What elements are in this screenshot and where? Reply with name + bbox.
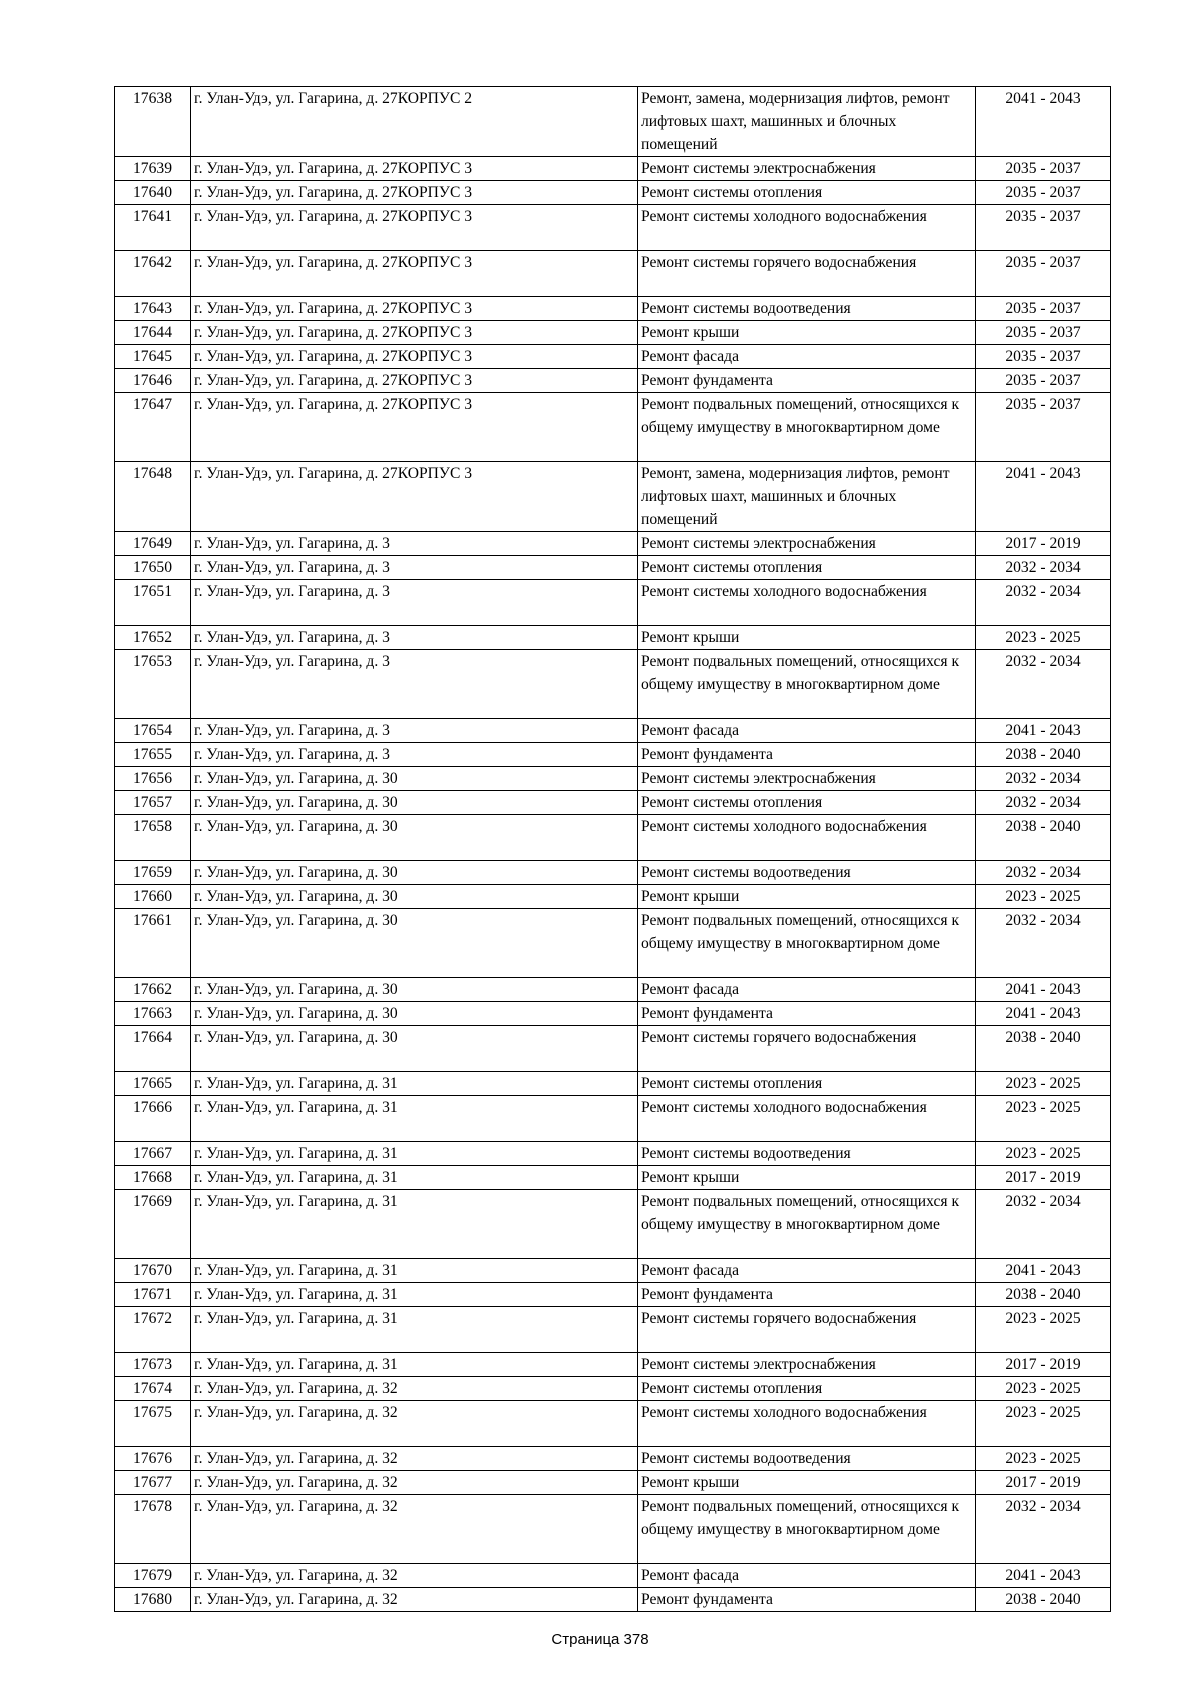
table-row (115, 1259, 1111, 1283)
row-number-cell: 17680 (115, 1588, 191, 1612)
work-type-cell: Ремонт крыши (638, 321, 976, 345)
period-cell: 2023 - 2025 (976, 1307, 1111, 1353)
address-cell: г. Улан-Удэ, ул. Гагарина, д. 27КОРПУС 3 (191, 369, 638, 393)
row-number-cell: 17664 (115, 1026, 191, 1072)
table-row (115, 462, 1111, 532)
work-type-cell: Ремонт системы отопления (638, 1377, 976, 1401)
period-cell: 2032 - 2034 (976, 861, 1111, 885)
address-cell: г. Улан-Удэ, ул. Гагарина, д. 30 (191, 885, 638, 909)
period-cell: 2023 - 2025 (976, 1096, 1111, 1142)
row-number-cell: 17640 (115, 181, 191, 205)
work-type-cell: Ремонт системы электроснабжения (638, 532, 976, 556)
work-type-cell: Ремонт системы отопления (638, 791, 976, 815)
period-cell: 2035 - 2037 (976, 345, 1111, 369)
period-cell: 2041 - 2043 (976, 87, 1111, 157)
address-cell: г. Улан-Удэ, ул. Гагарина, д. 32 (191, 1564, 638, 1588)
table-row (115, 1026, 1111, 1072)
table-row (115, 297, 1111, 321)
work-type-cell: Ремонт фасада (638, 978, 976, 1002)
work-type-cell: Ремонт системы водоотведения (638, 861, 976, 885)
row-number-cell: 17644 (115, 321, 191, 345)
address-cell: г. Улан-Удэ, ул. Гагарина, д. 27КОРПУС 3 (191, 345, 638, 369)
work-type-cell: Ремонт системы холодного водоснабжения (638, 205, 976, 251)
row-number-cell: 17658 (115, 815, 191, 861)
row-number-cell: 17657 (115, 791, 191, 815)
period-cell: 2035 - 2037 (976, 251, 1111, 297)
table-row (115, 1377, 1111, 1401)
address-cell: г. Улан-Удэ, ул. Гагарина, д. 27КОРПУС 3 (191, 205, 638, 251)
period-cell: 2038 - 2040 (976, 743, 1111, 767)
table-row (115, 1495, 1111, 1564)
work-type-cell: Ремонт крыши (638, 1166, 976, 1190)
address-cell: г. Улан-Удэ, ул. Гагарина, д. 30 (191, 909, 638, 978)
table-row (115, 791, 1111, 815)
work-type-cell: Ремонт системы водоотведения (638, 1142, 976, 1166)
period-cell: 2035 - 2037 (976, 205, 1111, 251)
table-row (115, 885, 1111, 909)
table-row (115, 719, 1111, 743)
row-number-cell: 17661 (115, 909, 191, 978)
table-row (115, 556, 1111, 580)
work-type-cell: Ремонт системы электроснабжения (638, 1353, 976, 1377)
work-type-cell: Ремонт фундамента (638, 1588, 976, 1612)
period-cell: 2041 - 2043 (976, 719, 1111, 743)
period-cell: 2023 - 2025 (976, 626, 1111, 650)
work-type-cell: Ремонт крыши (638, 885, 976, 909)
row-number-cell: 17676 (115, 1447, 191, 1471)
table-row (115, 815, 1111, 861)
work-type-cell: Ремонт фундамента (638, 743, 976, 767)
work-type-cell: Ремонт подвальных помещений, относящихся к общему имуществу в многоквартирном доме (638, 393, 976, 462)
table-row (115, 978, 1111, 1002)
work-type-cell: Ремонт подвальных помещений, относящихся к общему имуществу в многоквартирном доме (638, 1190, 976, 1259)
address-cell: г. Улан-Удэ, ул. Гагарина, д. 31 (191, 1096, 638, 1142)
table-row (115, 1447, 1111, 1471)
address-cell: г. Улан-Удэ, ул. Гагарина, д. 32 (191, 1588, 638, 1612)
row-number-cell: 17651 (115, 580, 191, 626)
address-cell: г. Улан-Удэ, ул. Гагарина, д. 32 (191, 1377, 638, 1401)
period-cell: 2032 - 2034 (976, 650, 1111, 719)
address-cell: г. Улан-Удэ, ул. Гагарина, д. 30 (191, 767, 638, 791)
work-type-cell: Ремонт системы холодного водоснабжения (638, 1401, 976, 1447)
table-row (115, 1002, 1111, 1026)
work-type-cell: Ремонт фундамента (638, 1283, 976, 1307)
address-cell: г. Улан-Удэ, ул. Гагарина, д. 31 (191, 1166, 638, 1190)
address-cell: г. Улан-Удэ, ул. Гагарина, д. 3 (191, 556, 638, 580)
table-row (115, 1588, 1111, 1612)
table-row (115, 205, 1111, 251)
period-cell: 2023 - 2025 (976, 1447, 1111, 1471)
address-cell: г. Улан-Удэ, ул. Гагарина, д. 31 (191, 1072, 638, 1096)
period-cell: 2038 - 2040 (976, 1283, 1111, 1307)
table-row (115, 861, 1111, 885)
work-type-cell: Ремонт крыши (638, 1471, 976, 1495)
period-cell: 2041 - 2043 (976, 1259, 1111, 1283)
period-cell: 2038 - 2040 (976, 1588, 1111, 1612)
table-row (115, 393, 1111, 462)
period-cell: 2017 - 2019 (976, 532, 1111, 556)
table-row (115, 1166, 1111, 1190)
period-cell: 2041 - 2043 (976, 1564, 1111, 1588)
work-type-cell: Ремонт фасада (638, 1564, 976, 1588)
table-row (115, 1307, 1111, 1353)
work-type-cell: Ремонт системы отопления (638, 556, 976, 580)
address-cell: г. Улан-Удэ, ул. Гагарина, д. 31 (191, 1283, 638, 1307)
row-number-cell: 17639 (115, 157, 191, 181)
work-type-cell: Ремонт системы горячего водоснабжения (638, 251, 976, 297)
period-cell: 2032 - 2034 (976, 791, 1111, 815)
work-type-cell: Ремонт фасада (638, 719, 976, 743)
row-number-cell: 17645 (115, 345, 191, 369)
table-row (115, 87, 1111, 157)
table-row (115, 580, 1111, 626)
table-row (115, 767, 1111, 791)
work-type-cell: Ремонт фундамента (638, 369, 976, 393)
table-row (115, 909, 1111, 978)
work-type-cell: Ремонт системы отопления (638, 181, 976, 205)
address-cell: г. Улан-Удэ, ул. Гагарина, д. 30 (191, 861, 638, 885)
period-cell: 2032 - 2034 (976, 580, 1111, 626)
row-number-cell: 17638 (115, 87, 191, 157)
work-type-cell: Ремонт крыши (638, 626, 976, 650)
address-cell: г. Улан-Удэ, ул. Гагарина, д. 3 (191, 580, 638, 626)
address-cell: г. Улан-Удэ, ул. Гагарина, д. 30 (191, 1026, 638, 1072)
work-type-cell: Ремонт, замена, модернизация лифтов, ремонт лифтовых шахт, машинных и блочных помещений (638, 462, 976, 532)
work-type-cell: Ремонт системы горячего водоснабжения (638, 1307, 976, 1353)
row-number-cell: 17667 (115, 1142, 191, 1166)
work-type-cell: Ремонт подвальных помещений, относящихся к общему имуществу в многоквартирном доме (638, 650, 976, 719)
row-number-cell: 17655 (115, 743, 191, 767)
row-number-cell: 17669 (115, 1190, 191, 1259)
address-cell: г. Улан-Удэ, ул. Гагарина, д. 27КОРПУС 3 (191, 157, 638, 181)
row-number-cell: 17656 (115, 767, 191, 791)
work-type-cell: Ремонт системы электроснабжения (638, 157, 976, 181)
row-number-cell: 17648 (115, 462, 191, 532)
table-row (115, 1353, 1111, 1377)
period-cell: 2038 - 2040 (976, 815, 1111, 861)
row-number-cell: 17678 (115, 1495, 191, 1564)
table-row (115, 1096, 1111, 1142)
table-row (115, 532, 1111, 556)
row-number-cell: 17665 (115, 1072, 191, 1096)
period-cell: 2032 - 2034 (976, 767, 1111, 791)
period-cell: 2023 - 2025 (976, 1377, 1111, 1401)
period-cell: 2041 - 2043 (976, 462, 1111, 532)
address-cell: г. Улан-Удэ, ул. Гагарина, д. 27КОРПУС 3 (191, 321, 638, 345)
period-cell: 2041 - 2043 (976, 978, 1111, 1002)
period-cell: 2017 - 2019 (976, 1353, 1111, 1377)
table-row (115, 1072, 1111, 1096)
work-type-cell: Ремонт подвальных помещений, относящихся к общему имуществу в многоквартирном доме (638, 909, 976, 978)
row-number-cell: 17650 (115, 556, 191, 580)
row-number-cell: 17647 (115, 393, 191, 462)
row-number-cell: 17649 (115, 532, 191, 556)
table-row (115, 1142, 1111, 1166)
table-row (115, 157, 1111, 181)
address-cell: г. Улан-Удэ, ул. Гагарина, д. 32 (191, 1447, 638, 1471)
address-cell: г. Улан-Удэ, ул. Гагарина, д. 3 (191, 719, 638, 743)
row-number-cell: 17679 (115, 1564, 191, 1588)
row-number-cell: 17674 (115, 1377, 191, 1401)
address-cell: г. Улан-Удэ, ул. Гагарина, д. 31 (191, 1190, 638, 1259)
address-cell: г. Улан-Удэ, ул. Гагарина, д. 3 (191, 743, 638, 767)
row-number-cell: 17662 (115, 978, 191, 1002)
address-cell: г. Улан-Удэ, ул. Гагарина, д. 3 (191, 626, 638, 650)
period-cell: 2023 - 2025 (976, 1401, 1111, 1447)
address-cell: г. Улан-Удэ, ул. Гагарина, д. 30 (191, 978, 638, 1002)
address-cell: г. Улан-Удэ, ул. Гагарина, д. 31 (191, 1259, 638, 1283)
table-row (115, 1564, 1111, 1588)
page-number: Страница 378 (551, 1631, 649, 1648)
row-number-cell: 17642 (115, 251, 191, 297)
table-row (115, 321, 1111, 345)
address-cell: г. Улан-Удэ, ул. Гагарина, д. 27КОРПУС 3 (191, 251, 638, 297)
table-row (115, 1471, 1111, 1495)
address-cell: г. Улан-Удэ, ул. Гагарина, д. 27КОРПУС 2 (191, 87, 638, 157)
row-number-cell: 17660 (115, 885, 191, 909)
address-cell: г. Улан-Удэ, ул. Гагарина, д. 31 (191, 1353, 638, 1377)
work-type-cell: Ремонт фасада (638, 1259, 976, 1283)
address-cell: г. Улан-Удэ, ул. Гагарина, д. 27КОРПУС 3 (191, 462, 638, 532)
work-type-cell: Ремонт, замена, модернизация лифтов, ремонт лифтовых шахт, машинных и блочных помещений (638, 87, 976, 157)
address-cell: г. Улан-Удэ, ул. Гагарина, д. 27КОРПУС 3 (191, 297, 638, 321)
work-type-cell: Ремонт системы водоотведения (638, 1447, 976, 1471)
address-cell: г. Улан-Удэ, ул. Гагарина, д. 30 (191, 1002, 638, 1026)
row-number-cell: 17675 (115, 1401, 191, 1447)
address-cell: г. Улан-Удэ, ул. Гагарина, д. 31 (191, 1142, 638, 1166)
row-number-cell: 17668 (115, 1166, 191, 1190)
row-number-cell: 17643 (115, 297, 191, 321)
row-number-cell: 17652 (115, 626, 191, 650)
address-cell: г. Улан-Удэ, ул. Гагарина, д. 31 (191, 1307, 638, 1353)
work-type-cell: Ремонт фундамента (638, 1002, 976, 1026)
repair-schedule-table (114, 86, 1111, 1612)
period-cell: 2038 - 2040 (976, 1026, 1111, 1072)
address-cell: г. Улан-Удэ, ул. Гагарина, д. 27КОРПУС 3 (191, 181, 638, 205)
work-type-cell: Ремонт фасада (638, 345, 976, 369)
table-body (115, 87, 1111, 1612)
address-cell: г. Улан-Удэ, ул. Гагарина, д. 27КОРПУС 3 (191, 393, 638, 462)
table-row (115, 1283, 1111, 1307)
period-cell: 2017 - 2019 (976, 1471, 1111, 1495)
row-number-cell: 17659 (115, 861, 191, 885)
period-cell: 2032 - 2034 (976, 909, 1111, 978)
work-type-cell: Ремонт подвальных помещений, относящихся к общему имуществу в многоквартирном доме (638, 1495, 976, 1564)
row-number-cell: 17670 (115, 1259, 191, 1283)
row-number-cell: 17672 (115, 1307, 191, 1353)
work-type-cell: Ремонт системы горячего водоснабжения (638, 1026, 976, 1072)
period-cell: 2023 - 2025 (976, 885, 1111, 909)
address-cell: г. Улан-Удэ, ул. Гагарина, д. 32 (191, 1471, 638, 1495)
table-row (115, 345, 1111, 369)
row-number-cell: 17654 (115, 719, 191, 743)
table-row (115, 369, 1111, 393)
address-cell: г. Улан-Удэ, ул. Гагарина, д. 3 (191, 532, 638, 556)
row-number-cell: 17641 (115, 205, 191, 251)
period-cell: 2032 - 2034 (976, 556, 1111, 580)
table-row (115, 251, 1111, 297)
period-cell: 2041 - 2043 (976, 1002, 1111, 1026)
period-cell: 2023 - 2025 (976, 1072, 1111, 1096)
period-cell: 2035 - 2037 (976, 181, 1111, 205)
work-type-cell: Ремонт системы холодного водоснабжения (638, 1096, 976, 1142)
period-cell: 2017 - 2019 (976, 1166, 1111, 1190)
period-cell: 2023 - 2025 (976, 1142, 1111, 1166)
row-number-cell: 17671 (115, 1283, 191, 1307)
table-row (115, 626, 1111, 650)
table-row (115, 1190, 1111, 1259)
work-type-cell: Ремонт системы холодного водоснабжения (638, 815, 976, 861)
address-cell: г. Улан-Удэ, ул. Гагарина, д. 30 (191, 815, 638, 861)
row-number-cell: 17653 (115, 650, 191, 719)
period-cell: 2035 - 2037 (976, 321, 1111, 345)
work-type-cell: Ремонт системы отопления (638, 1072, 976, 1096)
work-type-cell: Ремонт системы водоотведения (638, 297, 976, 321)
period-cell: 2032 - 2034 (976, 1190, 1111, 1259)
period-cell: 2035 - 2037 (976, 369, 1111, 393)
row-number-cell: 17666 (115, 1096, 191, 1142)
row-number-cell: 17663 (115, 1002, 191, 1026)
work-type-cell: Ремонт системы электроснабжения (638, 767, 976, 791)
table-row (115, 181, 1111, 205)
row-number-cell: 17646 (115, 369, 191, 393)
address-cell: г. Улан-Удэ, ул. Гагарина, д. 32 (191, 1495, 638, 1564)
address-cell: г. Улан-Удэ, ул. Гагарина, д. 30 (191, 791, 638, 815)
work-type-cell: Ремонт системы холодного водоснабжения (638, 580, 976, 626)
row-number-cell: 17673 (115, 1353, 191, 1377)
table-row (115, 1401, 1111, 1447)
period-cell: 2032 - 2034 (976, 1495, 1111, 1564)
period-cell: 2035 - 2037 (976, 157, 1111, 181)
address-cell: г. Улан-Удэ, ул. Гагарина, д. 32 (191, 1401, 638, 1447)
table-row (115, 743, 1111, 767)
address-cell: г. Улан-Удэ, ул. Гагарина, д. 3 (191, 650, 638, 719)
period-cell: 2035 - 2037 (976, 297, 1111, 321)
period-cell: 2035 - 2037 (976, 393, 1111, 462)
row-number-cell: 17677 (115, 1471, 191, 1495)
table-row (115, 650, 1111, 719)
